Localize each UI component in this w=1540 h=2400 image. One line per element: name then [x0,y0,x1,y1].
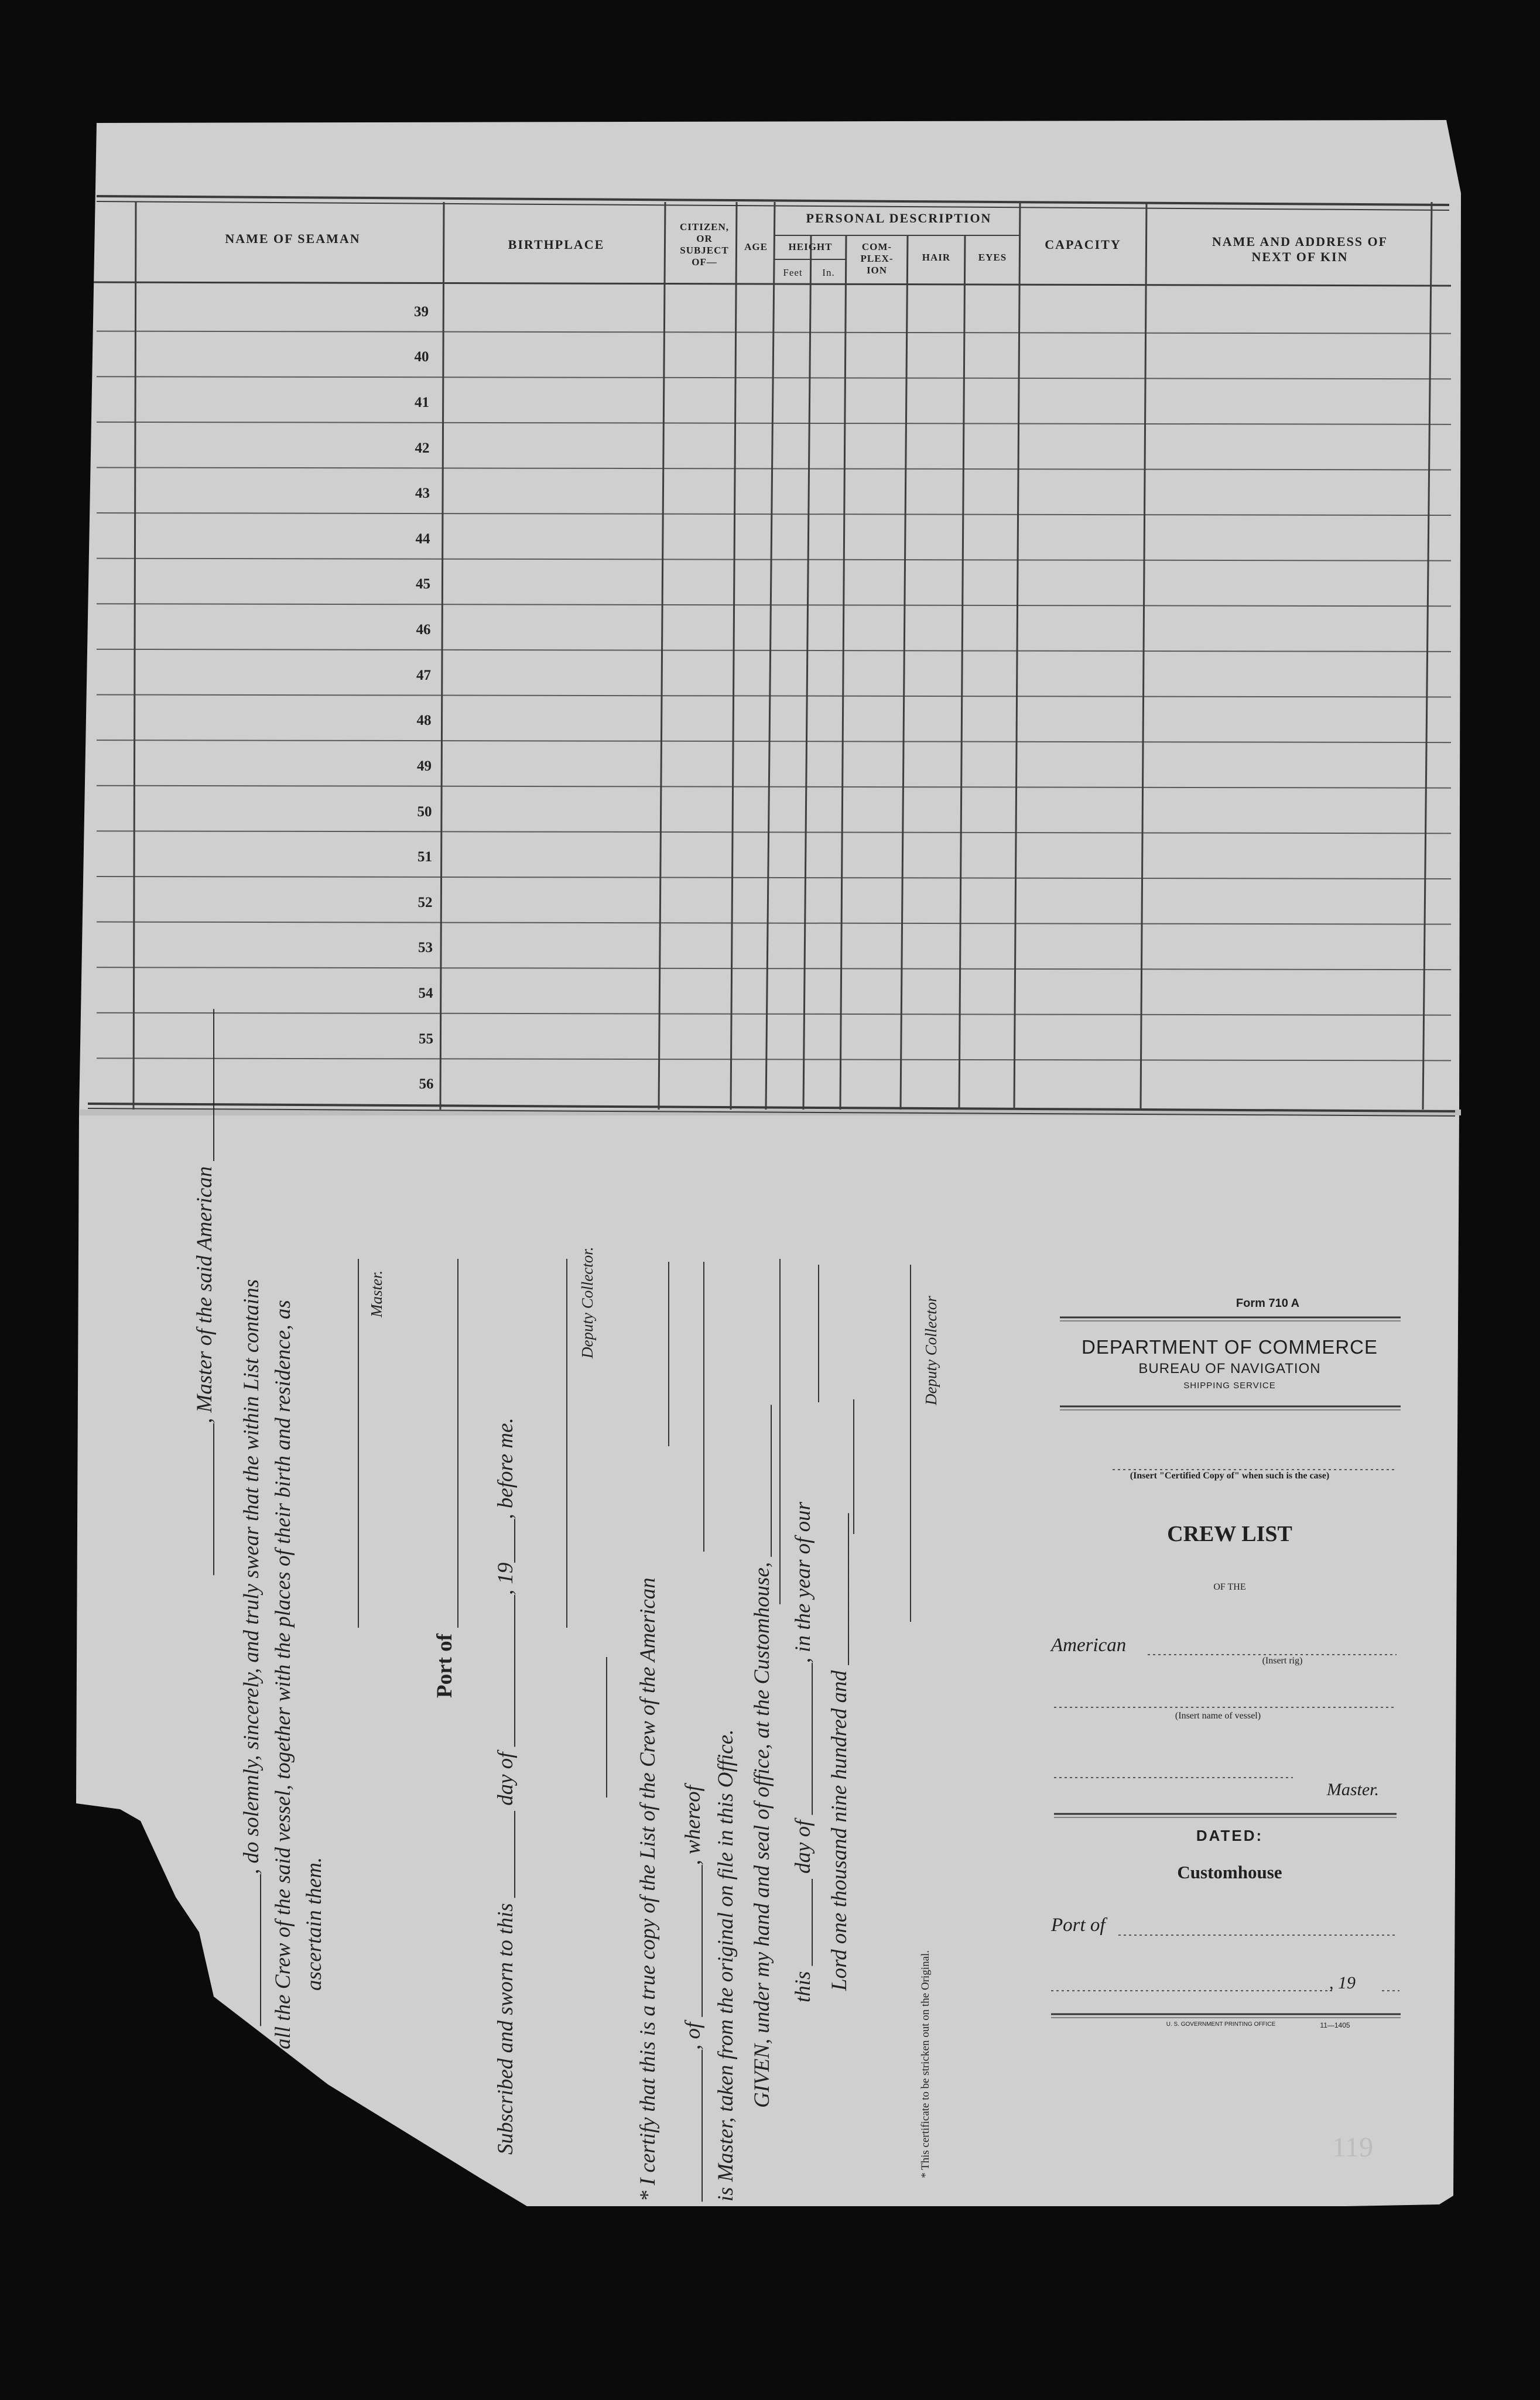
certificate-line-1: * I certify that this is a true copy of the List of the Crew of the American [636,1577,660,2202]
insert-rig-note: (Insert rig) [1262,1656,1303,1666]
bureau-title: BUREAU OF NAVIGATION [1138,1361,1321,1377]
stamp-number: 119 [1332,2132,1374,2163]
row-number: 48 [416,713,432,729]
row-number: 44 [415,530,430,547]
row-number: 46 [416,622,431,638]
cover-master-label: Master. [1326,1780,1379,1799]
customhouse-label: Customhouse [1177,1862,1282,1882]
printer-imprint: U. S. GOVERNMENT PRINTING OFFICE [1166,2021,1276,2028]
certificate-line-4: GIVEN, under my hand and seal of office, at the Customhouse, ______________ [750,1405,774,2108]
row-number: 40 [414,349,429,365]
oath-master-label: Master. [368,1270,385,1317]
row-number: 45 [416,576,430,593]
printer-code: 11—1405 [1320,2021,1350,2029]
of-the-label: OF THE [1213,1582,1246,1592]
certificate-line-2: ______________, of ______________, whereof [681,1785,705,2202]
dated-label: DATED: [1196,1827,1264,1844]
header-hair: HAIR [922,252,951,263]
cover-port-of: Port of [1051,1915,1106,1936]
row-number: 51 [417,849,432,865]
cover-year-label: , 19 [1329,1973,1356,1992]
row-number: 52 [417,894,433,910]
header-next-of-kin: NAME AND ADDRESS OF NEXT OF KIN [1212,234,1388,264]
row-number: 39 [414,303,429,320]
american-label: American [1051,1635,1127,1656]
certificate-deputy-collector: Deputy Collector [922,1296,940,1405]
form-number: Form 710 A [1236,1297,1300,1310]
insert-certified-note: (Insert "Certified Copy of" when such is the case) [1130,1471,1330,1481]
row-number: 47 [416,667,431,683]
oath-line-2: ______________, do solemnly, sincerely, and truly swear that the within List contains [239,1279,263,2026]
header-eyes: EYES [978,252,1007,263]
department-title: DEPARTMENT OF COMMERCE [1081,1336,1378,1358]
oath-subscribed: Subscribed and sworn to this ________ day of ______________, 19____, before me. [494,1418,518,2155]
service-title: SHIPPING SERVICE [1183,1381,1276,1391]
crew-list-title: CREW LIST [1167,1522,1292,1546]
header-citizen: CITIZEN, OR SUBJECT OF— [679,221,730,268]
header-birthplace: BIRTHPLACE [508,237,605,252]
oath-line-3: all the Crew of the said vessel, together with the places of their birth and residence, as [271,1300,295,2049]
row-number: 53 [418,940,433,956]
row-number: 55 [419,1030,433,1047]
header-complexion: COM- PLEX- ION [860,241,894,276]
oath-port-of: Port of [433,1634,457,1698]
header-height: HEIGHT [788,241,833,252]
oath-deputy-collector: Deputy Collector. [579,1247,596,1358]
row-number: 42 [415,440,430,456]
oath-line-1: ______________, Master of the said American ______________ [193,1009,217,1575]
row-number: 43 [415,485,430,502]
header-capacity: CAPACITY [1045,237,1121,252]
row-number: 56 [419,1076,434,1093]
certificate-line-5: this ________ day of ______________, in the year of our [791,1501,815,2002]
certificate-line-6: Lord one thousand nine hundred and ______________ [827,1513,851,1991]
header-age: AGE [744,241,768,252]
header-personal-description: PERSONAL DESCRIPTION [806,211,992,225]
certificate-line-3: is Master, taken from the original on file in this Office. [714,1729,738,2202]
insert-vessel-note: (Insert name of vessel) [1175,1711,1261,1721]
row-number: 50 [417,803,432,820]
row-number: 54 [418,985,433,1001]
header-name-of-seaman: NAME OF SEAMAN [225,231,361,246]
row-number: 41 [415,395,429,411]
header-feet: Feet [783,267,803,278]
certificate-footnote: * This certificate to be stricken out on the Original. [919,1950,932,2178]
header-inches: In. [822,267,835,278]
row-number: 49 [417,758,432,774]
oath-line-4: ascertain them. [302,1857,326,1991]
